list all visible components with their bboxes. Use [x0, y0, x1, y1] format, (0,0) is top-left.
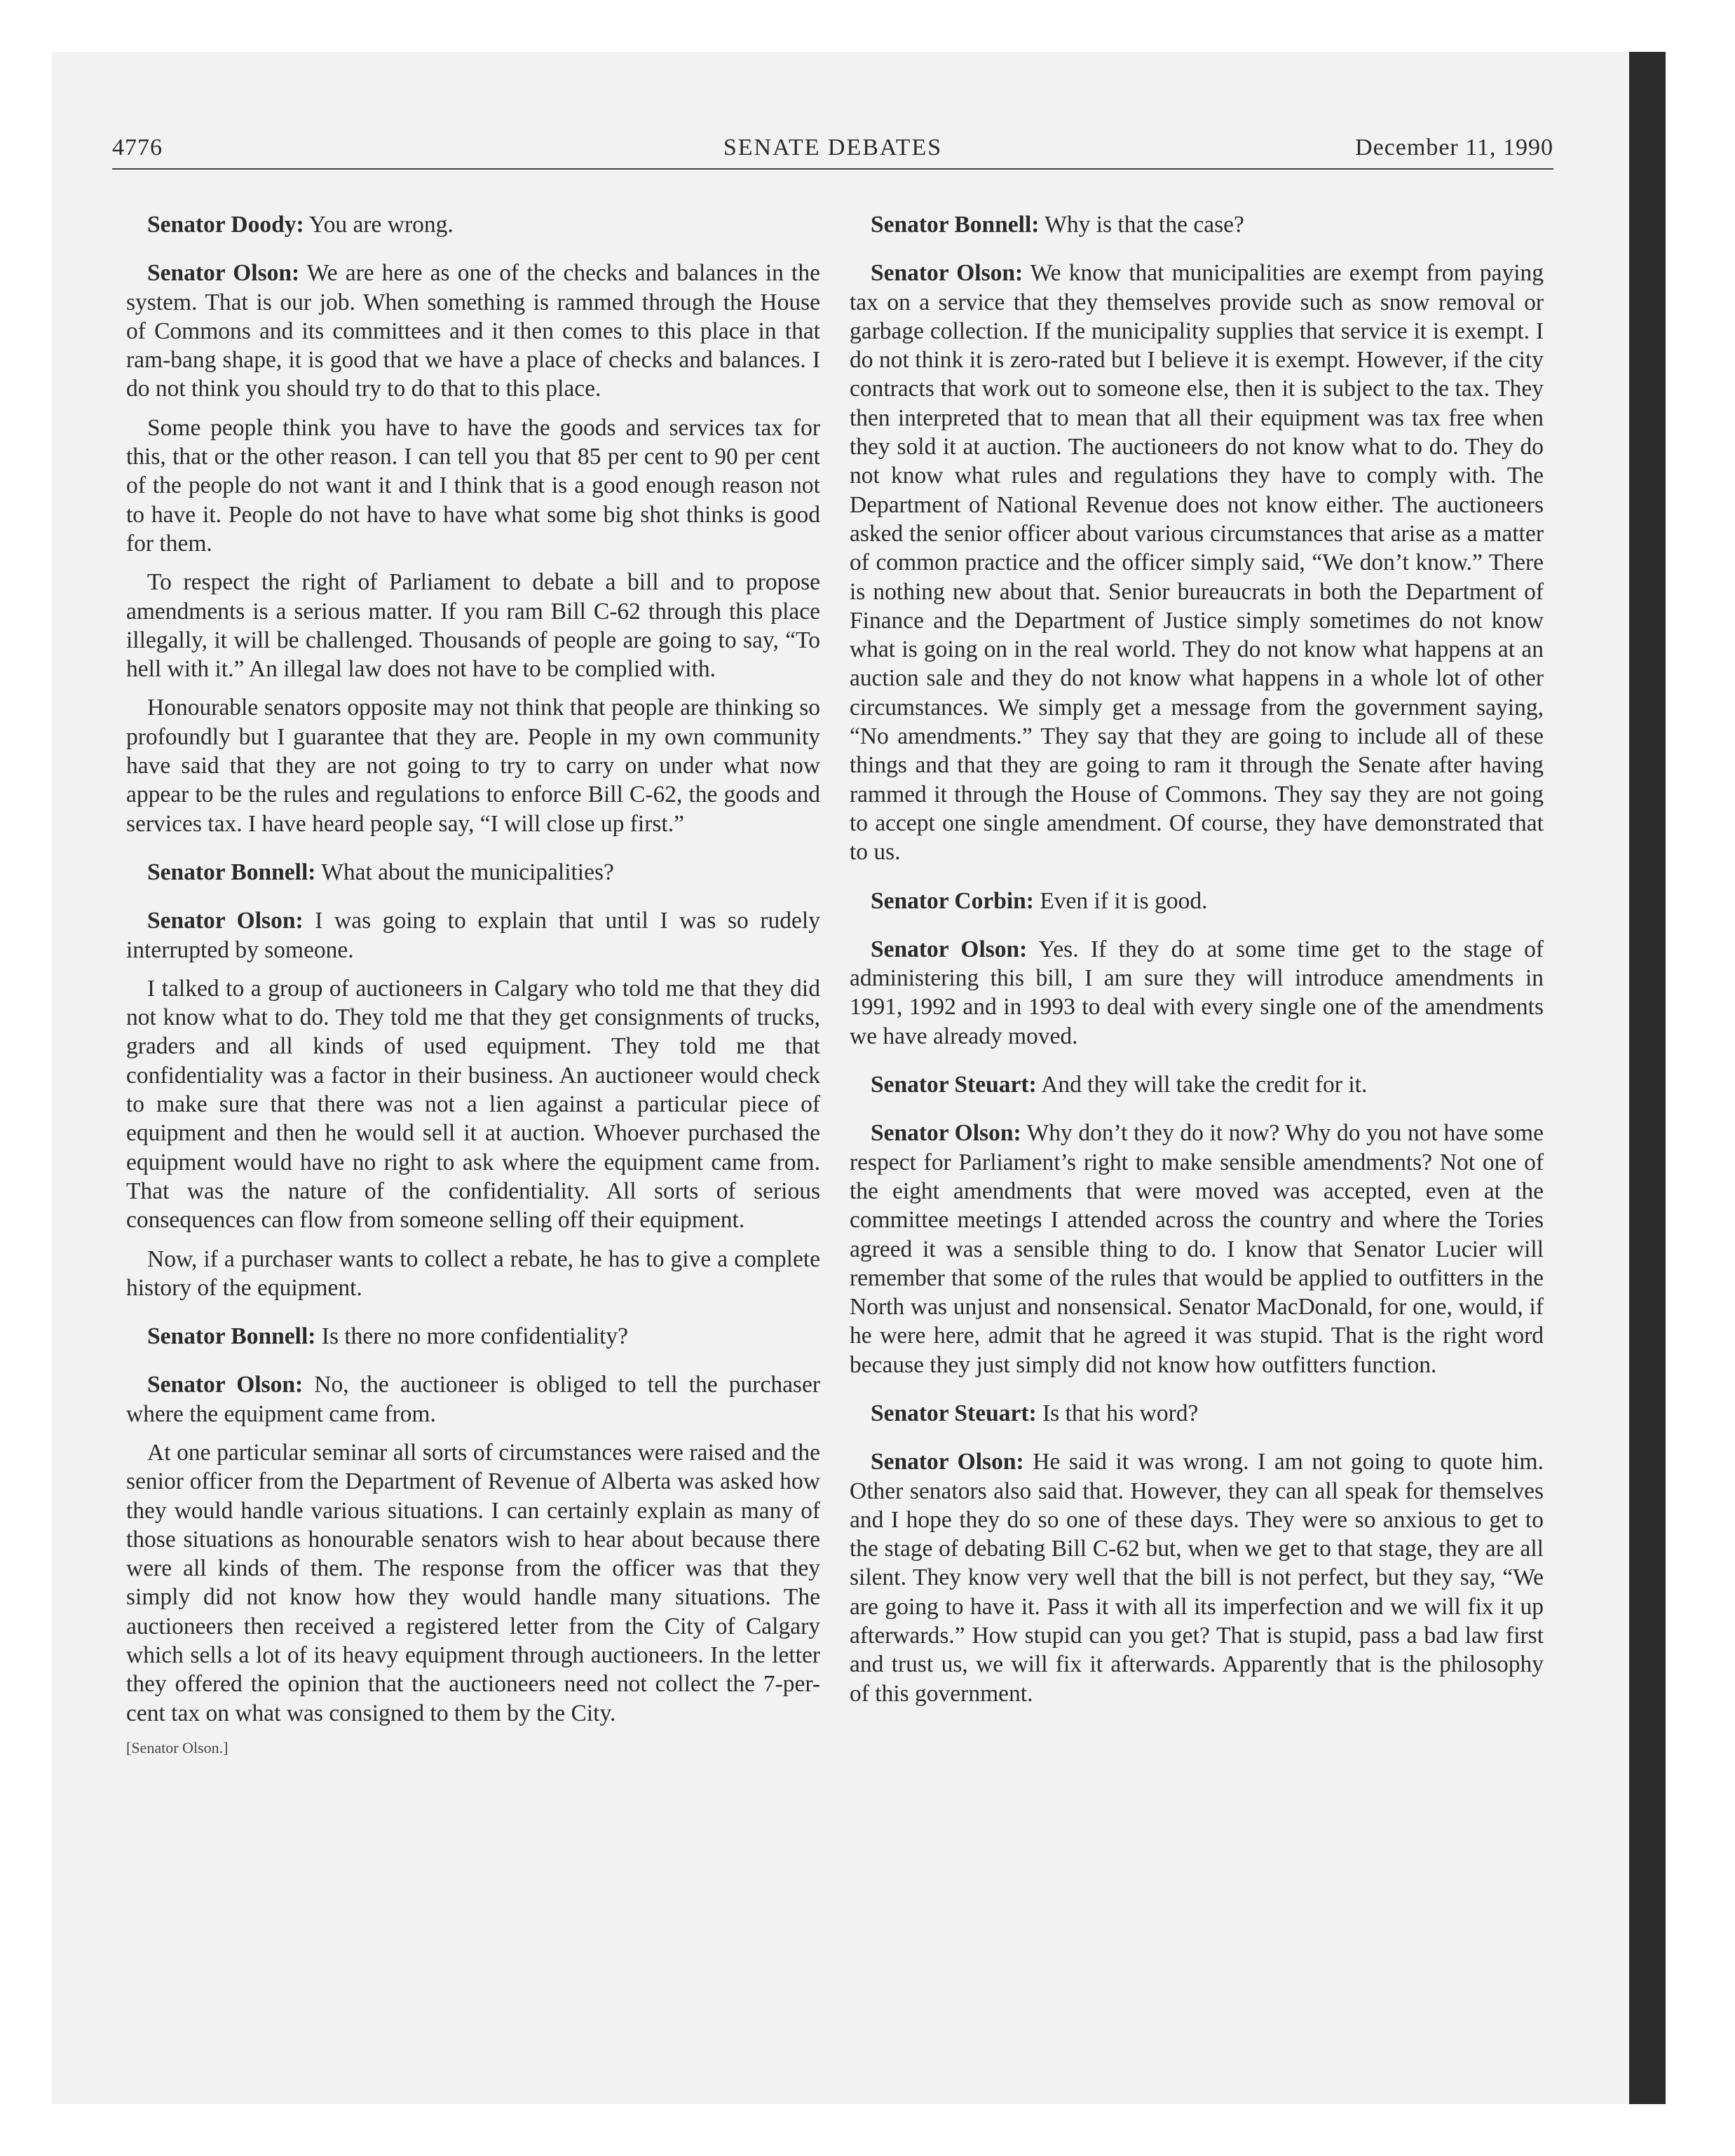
- paragraph-text: Is there no more confidentiality?: [321, 1323, 628, 1350]
- paragraph: [850, 259, 1544, 866]
- scan-edge-strip: [1629, 52, 1666, 2104]
- speaker-name: Senator Steuart:: [871, 1400, 1037, 1426]
- speaker-name: Senator Doody:: [147, 212, 304, 238]
- left-column: [126, 210, 820, 1768]
- speaker-name: Senator Olson:: [871, 260, 1023, 287]
- speaker-name: Senator Bonnell:: [147, 859, 316, 885]
- speaker-attribution: [Senator Olson.]: [126, 1738, 229, 1756]
- debate-date: December 11, 1990: [1355, 135, 1553, 161]
- paragraph-text: At one particular seminar all sorts of circumstances were raised and the senior officer from the Department of Revenue of Alberta was asked how they would handle various situations. I can certainly explain as many of those situations as honourable senators wish to hear about because there were all kinds of them. The response from the officer was that they simply did not know how they would handle many situations. The auctioneers then received a registered letter from the City of Calgary which sells a lot of its heavy equipment through auctioneers. In the letter they offered the opinion that the auctioneers need not collect the 7-per-cent tax on what was consigned to them by the City.: [126, 1439, 820, 1726]
- speaker-name: Senator Bonnell:: [871, 212, 1040, 238]
- speaker-name: Senator Olson:: [871, 1449, 1024, 1475]
- paragraph-text: We are here as one of the checks and balances in the system. That is our job. When something is rammed through the House of Commons and its committees and it then comes to this place in that ram-bang shape, it is good that we have a place of checks and balances. I do not think you should try to do that to this place.: [126, 260, 820, 402]
- paragraph-text: Is that his word?: [1042, 1400, 1199, 1426]
- paragraph: [126, 1245, 820, 1303]
- paragraph: [850, 1447, 1544, 1708]
- paragraph: [126, 414, 820, 558]
- paragraph: [126, 1322, 820, 1351]
- paragraph: [126, 693, 820, 838]
- paragraph-text: I talked to a group of auctioneers in Calgary who told me that they did not know what to do. They told me that they get consignments of trucks, graders and all kinds of used equipment. They told me that confidentiality was a factor in their business. An auctioneer would check to make sure that there was not a lien against a particular piece of equipment and then he would sell it at auction. Whoever purchased the equipment would have no right to ask where the equipment came from. That was the nature of the confidentiality. All sorts of serious consequences can flow from someone selling off their equipment.: [126, 975, 820, 1234]
- paragraph: [126, 1370, 820, 1428]
- paragraph-text: You are wrong.: [308, 212, 454, 238]
- paragraph-text: Why don’t they do it now? Why do you not have some respect for Parliament’s right to make sensible amendments? Not one of the eight amendments that were moved was accepted, even at the committee meetings I attended across the country and where the Tories agreed it was a sensible thing to do. I know that Senator Lucier will remember that some of the rules that would be applied to outfitters in the North was unjust and nonsensical. Senator MacDonald, for one, would, if he were here, admit that he agreed it was stupid. That is the right word because they just simply did not know how outfitters function.: [850, 1120, 1544, 1378]
- speaker-name: Senator Bonnell:: [147, 1323, 316, 1350]
- paragraph-text: I was going to explain that until I was so rudely interrupted by someone.: [126, 908, 820, 963]
- paragraph: [850, 1070, 1544, 1099]
- speaker-name: Senator Olson:: [147, 1372, 304, 1398]
- paragraph: [850, 887, 1544, 915]
- publication-title: SENATE DEBATES: [723, 135, 943, 161]
- right-column: [850, 210, 1544, 1718]
- paragraph-text: Yes. If they do at some time get to the stage of administering this bill, I am sure they will introduce amendments in 1991, 1992 and in 1993 to deal with every single one of the amendments we have already moved.: [850, 936, 1544, 1049]
- paragraph-text: Why is that the case?: [1045, 212, 1244, 238]
- speaker-name: Senator Corbin:: [871, 887, 1034, 914]
- paragraph: [850, 1399, 1544, 1428]
- paragraph-text: He said it was wrong. I am not going to quote him. Other senators also said that. However, they can all speak for themselves and I hope they do so one of these days. They were so anxious to get to the stage of debating Bill C-62 but, when we get to that stage, they are all silent. They know very well that the bill is not perfect, but they say, “We are going to have it. Pass it with all its imperfection and we will fix it up afterwards.” How stupid can you get? That is stupid, pass a bad law first and trust us, we will fix it afterwards. Apparently that is the philosophy of this government.: [850, 1449, 1544, 1707]
- speaker-name: Senator Olson:: [871, 936, 1028, 962]
- speaker-name: Senator Olson:: [147, 260, 300, 287]
- speaker-name: Senator Olson:: [147, 908, 304, 934]
- header-rule: [112, 168, 1553, 170]
- paragraph-text: And they will take the credit for it.: [1041, 1072, 1368, 1098]
- paragraph-text: Now, if a purchaser wants to collect a rebate, he has to give a complete history of the equipment.: [126, 1246, 820, 1301]
- paragraph-text: Some people think you have to have the goods and services tax for this, that or the other reason. I can tell you that 85 per cent to 90 per cent of the people do not want it and I think that is a good enough reason not to have it. People do not have to have what some big shot thinks is good for them.: [126, 414, 820, 557]
- page-header: [112, 135, 1553, 171]
- paragraph: [126, 259, 820, 403]
- paragraph-text: We know that municipalities are exempt from paying tax on a service that they themselves provide such as snow removal or garbage collection. If the municipality supplies that service it is exempt. I do not think it is zero-rated but I believe it is exempt. However, if the city contracts that work out to someone else, then it is subject to the tax. They then interpreted that to mean that all their equipment was tax free when they sold it at auction. The auctioneers do not know what to do. They do not know what rules and regulations they have to comply with. The Department of National Revenue does not know either. The auctioneers asked the senior officer about various circumstances that arise as a matter of common practice and the officer simply said, “We don’t know.” There is nothing new about that. Senior bureaucrats in both the Department of Finance and the Department of Justice simply sometimes do not know what is going on in the real world. They do not know what happens at an auction sale and they do not know what happens in a whole lot of other circumstances. We simply get a message from the government saying, “No amendments.” They say that they are going to include all of these things and that they are going to ram it through the Senate after having rammed it through the House of Commons. They say they are not going to accept one single amendment. Of course, they have demonstrated that to us.: [850, 260, 1544, 866]
- paragraph: [850, 210, 1544, 239]
- paragraph: [126, 210, 820, 239]
- paragraph: [850, 935, 1544, 1051]
- paragraph: [126, 974, 820, 1235]
- paragraph: [126, 906, 820, 964]
- paragraph: [126, 1438, 820, 1728]
- speaker-name: Senator Olson:: [871, 1120, 1021, 1147]
- paragraph: [126, 858, 820, 887]
- paragraph-text: No, the auctioneer is obliged to tell the purchaser where the equipment came from.: [126, 1372, 820, 1427]
- speaker-name: Senator Steuart:: [871, 1072, 1037, 1098]
- paragraph: [850, 1119, 1544, 1379]
- paragraph-text: Even if it is good.: [1040, 887, 1208, 914]
- paragraph-text: Honourable senators opposite may not think that people are thinking so profoundly but I guarantee that they are. People in my own community have said that they are not going to try to carry on under what now appear to be the rules and regulations to enforce Bill C-62, the goods and services tax. I have heard people say, “I will close up first.”: [126, 695, 820, 837]
- paragraph-text: What about the municipalities?: [321, 859, 614, 885]
- paragraph-text: To respect the right of Parliament to debate a bill and to propose amendments is a serious matter. If you ram Bill C-62 through this place illegally, it will be challenged. Thousands of people are going to say, “To hell with it.” An illegal law does not have to be complied with.: [126, 569, 820, 683]
- paragraph: [126, 568, 820, 683]
- page-number: 4776: [112, 135, 163, 161]
